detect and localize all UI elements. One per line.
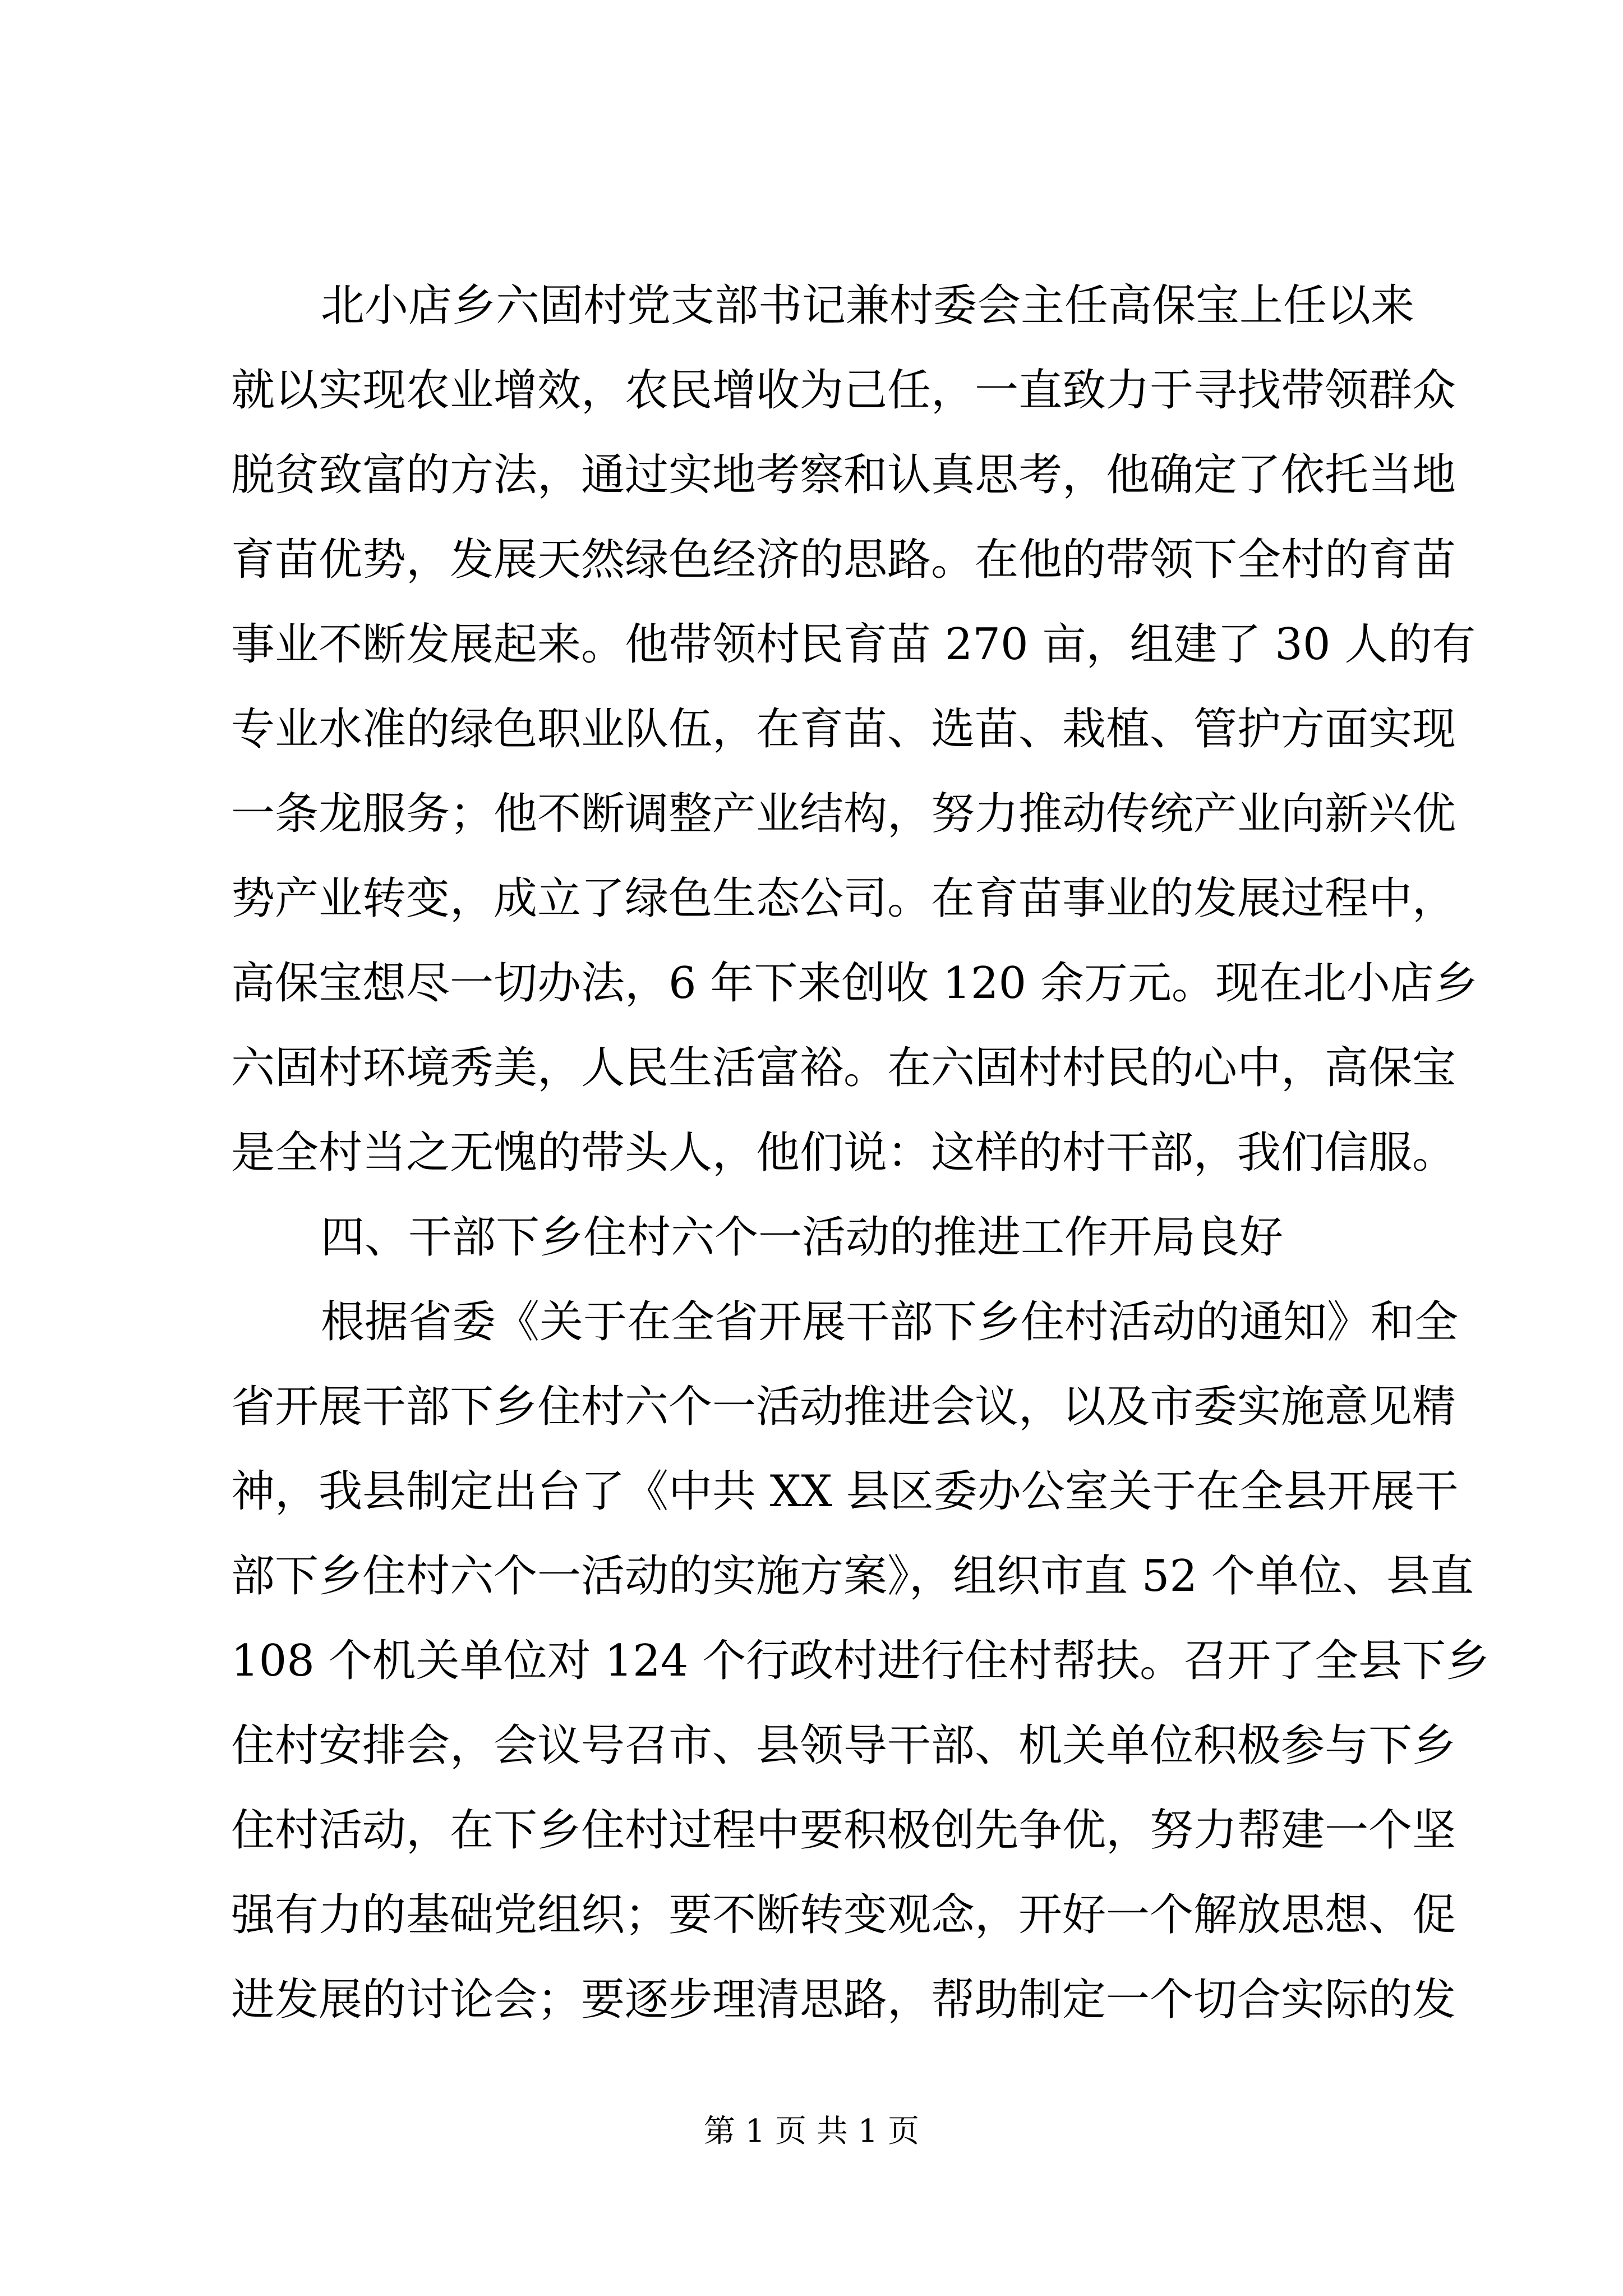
text-line: 脱贫致富的方法，通过实地考察和认真思考，他确定了依托当地 xyxy=(231,450,1456,500)
text-line: 高保宝想尽一切办法，6 年下来创收 120 余万元。现在北小店乡 xyxy=(231,958,1478,1009)
text-line: 强有力的基础党组织；要不断转变观念，开好一个解放思想、促 xyxy=(231,1890,1456,1940)
text-line: 进发展的讨论会；要逐步理清思路，帮助制定一个切合实际的发 xyxy=(231,1975,1456,2025)
text-line: 育苗优势，发展天然绿色经济的思路。在他的带领下全村的育苗 xyxy=(231,535,1456,585)
text-line: 势产业转变，成立了绿色生态公司。在育苗事业的发展过程中， xyxy=(231,873,1456,924)
text-line: 省开展干部下乡住村六个一活动推进会议，以及市委实施意见精 xyxy=(231,1382,1456,1432)
text-line: 专业水准的绿色职业队伍，在育苗、选苗、栽植、管护方面实现 xyxy=(231,704,1456,754)
text-line: 根据省委《关于在全省开展干部下乡住村活动的通知》和全 xyxy=(321,1297,1459,1347)
text-line: 108 个机关单位对 124 个行政村进行住村帮扶。召开了全县下乡 xyxy=(231,1636,1490,1686)
text-line: 住村安排会，会议号召市、县领导干部、机关单位积极参与下乡 xyxy=(231,1720,1456,1771)
text-line: 是全村当之无愧的带头人，他们说：这样的村干部，我们信服。 xyxy=(231,1128,1456,1178)
body-text xyxy=(231,264,1490,2042)
text-line: 事业不断发展起来。他带领村民育苗 270 亩，组建了 30 人的有 xyxy=(231,619,1476,670)
page-footer: 第 1 页 共 1 页 xyxy=(703,2113,920,2150)
text-line: 就以实现农业增效，农民增收为己任，一直致力于寻找带领群众 xyxy=(231,365,1456,416)
text-line: 六固村环境秀美，人民生活富裕。在六固村村民的心中，高保宝 xyxy=(231,1043,1456,1093)
text-line: 住村活动，在下乡住村过程中要积极创先争优，努力帮建一个坚 xyxy=(231,1805,1456,1856)
text-line: 一条龙服务；他不断调整产业结构，努力推动传统产业向新兴优 xyxy=(231,789,1456,839)
text-line: 北小店乡六固村党支部书记兼村委会主任高保宝上任以来 xyxy=(321,280,1415,331)
text-line: 部下乡住村六个一活动的实施方案》，组织市直 52 个单位、县直 xyxy=(231,1551,1474,1602)
text-line: 四、干部下乡住村六个一活动的推进工作开局良好 xyxy=(321,1212,1284,1263)
text-line: 神，我县制定出台了《中共 XX 县区委办公室关于在全县开展干 xyxy=(231,1466,1459,1517)
